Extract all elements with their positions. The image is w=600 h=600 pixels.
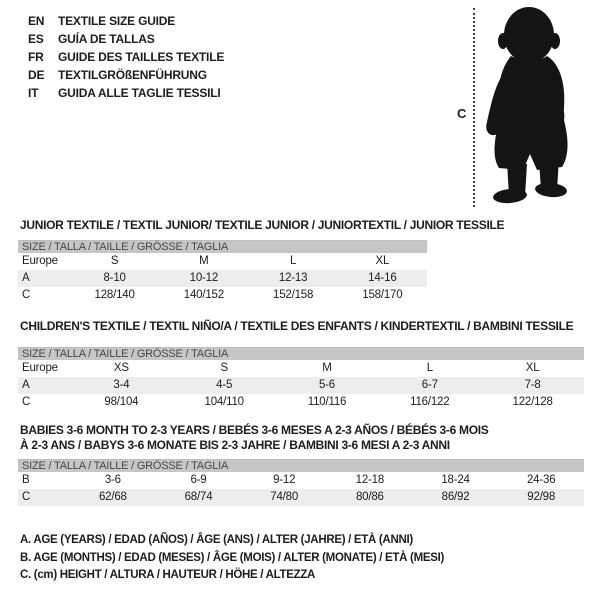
height-cell: 98/104 [104,396,139,408]
age-cell: 8-10 [103,272,126,284]
row-label: C [22,396,31,408]
height-cell: 110/116 [307,396,347,408]
row-label: Europe [22,362,58,374]
height-cell: 86/92 [441,491,470,503]
size-cell: L [426,362,433,374]
table-row [18,472,584,489]
junior-table-title: JUNIOR TEXTILE / TEXTIL JUNIOR/ TEXTILE JUNIOR / JUNIORTEXTIL / JUNIOR TESSILE [20,218,505,232]
language-row [28,84,224,102]
height-cell: 92/98 [527,491,556,503]
baby-silhouette [483,4,578,206]
footnote-height: C. (cm) HEIGHT / ALTURA / HAUTEUR / HÖHE / ALTEZZA [20,569,316,581]
size-cell: XL [375,255,390,267]
age-cell: 6-7 [421,379,438,391]
children-table-title: CHILDREN'S TEXTILE / TEXTIL NIÑO/A / TEXTILE DES ENFANTS / KINDERTEXTIL / BAMBINI TESSILE [20,319,574,333]
height-cell: 80/86 [355,491,384,503]
footnote-age-years: A. AGE (YEARS) / EDAD (AÑOS) / ÂGE (ANS) / ALTER (JAHRE) / ETÀ (ANNI) [20,534,413,546]
language-code: DE [28,68,45,82]
language-code: FR [28,50,44,64]
babies-size-table [18,459,584,506]
babies-table-title: BABIES 3-6 MONTH TO 2-3 YEARS / BEBÉS 3-6 MESES A 2-3 AÑOS / BÉBÉS 3-6 MOIS À 2-3 ANS / BABYS 3-6 MONATE BIS 2-3 JAHRE / BAMBINI 3-6 MESI A 2-3 ANNI [20,423,489,452]
language-label: GUÍA DE TALLAS [58,32,155,46]
language-row [28,12,224,30]
table-row [18,360,584,377]
table-row [18,489,584,506]
age-cell: 3-4 [113,379,130,391]
height-measure-dotted-line [473,8,475,207]
height-cell: 140/152 [183,289,224,301]
size-cell: S [220,362,228,374]
language-label: TEXTILGRÖßENFÜHRUNG [58,68,207,82]
table-row [18,270,427,287]
height-cell: 104/110 [204,396,244,408]
age-cell: 7-8 [524,379,541,391]
row-label: Europe [22,255,58,267]
language-row [28,30,224,48]
age-cell: 12-18 [355,474,385,486]
language-list [28,12,224,102]
age-cell: 12-13 [278,272,308,284]
size-header-bar: SIZE / TALLA / TAILLE / GRÖSSE / TAGLIA [18,240,427,253]
height-cell: 152/158 [273,289,314,301]
language-code: ES [28,32,44,46]
footnote-age-months: B. AGE (MONTHS) / EDAD (MESES) / ÂGE (MOIS) / ALTER (MONATE) / ETÀ (MESI) [20,551,445,564]
height-cell: 116/122 [410,396,450,408]
size-cell: XL [525,362,540,374]
age-cell: 5-6 [318,379,335,391]
height-measure-label: C [457,106,467,121]
language-label: GUIDA ALLE TAGLIE TESSILI [58,86,221,100]
height-cell: 158/170 [362,289,403,301]
size-cell: M [199,255,209,267]
age-cell: 10-12 [189,272,219,284]
table-row [18,287,427,304]
language-row [28,48,224,66]
row-label: A [22,379,30,391]
age-cell: 24-36 [526,474,556,486]
age-cell: 6-9 [190,474,207,486]
language-row [28,66,224,84]
height-cell: 122/128 [512,396,553,408]
age-cell: 3-6 [104,474,121,486]
language-code: IT [28,86,39,100]
size-cell: S [110,255,119,267]
age-cell: 4-5 [216,379,233,391]
row-label: C [22,491,31,503]
size-cell: XS [113,362,129,374]
language-label: GUIDE DES TAILLES TEXTILE [58,50,225,64]
footnotes [20,532,444,585]
table-row [18,253,427,270]
table-row [18,377,584,394]
height-cell: 74/80 [270,491,299,503]
row-label: B [22,474,30,486]
row-label: C [22,289,31,301]
junior-size-table [18,240,427,304]
size-cell: L [290,255,297,267]
row-label: A [22,272,30,284]
age-cell: 9-12 [273,474,296,486]
table-row [18,394,584,411]
height-cell: 128/140 [94,289,135,301]
size-cell: M [322,362,332,374]
age-cell: 14-16 [368,272,397,284]
language-code: EN [28,14,45,28]
height-cell: 68/74 [184,491,213,503]
size-header-bar: SIZE / TALLA / TAILLE / GRÖSSE / TAGLIA [18,347,584,360]
language-label: TEXTILE SIZE GUIDE [58,14,176,28]
height-cell: 62/68 [98,491,127,503]
children-size-table [18,347,584,411]
age-cell: 18-24 [441,474,470,486]
size-header-bar: SIZE / TALLA / TAILLE / GRÖSSE / TAGLIA [18,459,584,472]
